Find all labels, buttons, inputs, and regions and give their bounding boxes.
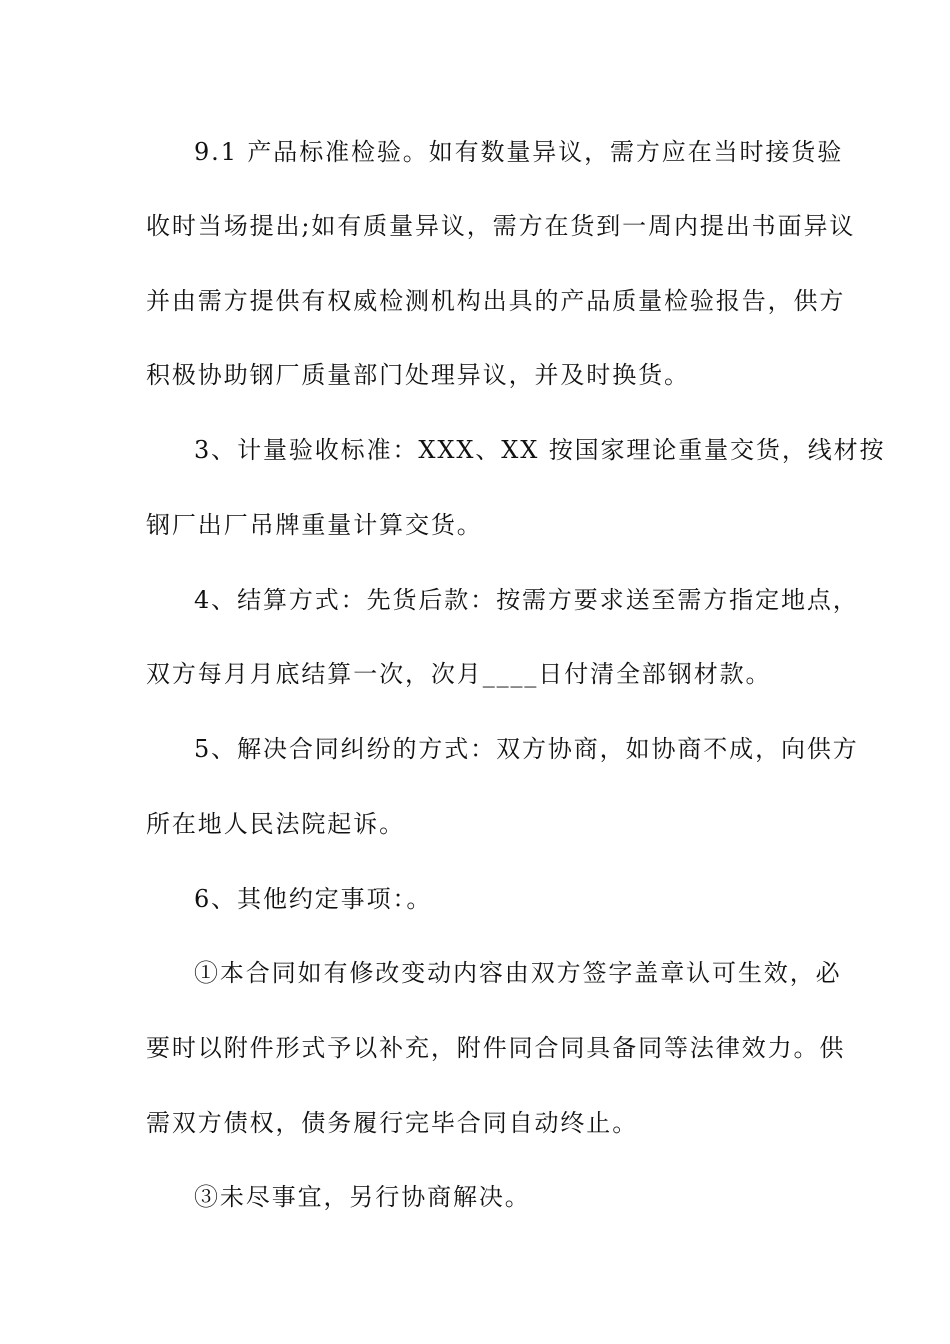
text-line: 4、结算方式：先货后款：按需方要求送至需方指定地点， bbox=[194, 586, 859, 614]
text-line: 6、其他约定事项：。 bbox=[194, 885, 433, 913]
text-line: 要时以附件形式予以补充，附件同合同具备同等法律效力。供 bbox=[146, 1034, 846, 1062]
text-line: ①本合同如有修改变动内容由双方签字盖章认可生效，必 bbox=[194, 959, 842, 987]
text-line: 5、解决合同纠纷的方式：双方协商，如协商不成，向供方 bbox=[194, 735, 859, 763]
text-line: 并由需方提供有权威检测机构出具的产品质量检验报告，供方 bbox=[146, 287, 846, 315]
text-line: 积极协助钢厂质量部门处理异议，并及时换货。 bbox=[146, 361, 690, 389]
text-line: 双方每月月底结算一次，次月____日付清全部钢材款。 bbox=[146, 660, 772, 688]
text-line: 3、计量验收标准：XXX、XX 按国家理论重量交货，线材按 bbox=[194, 436, 886, 464]
text-line: 所在地人民法院起诉。 bbox=[146, 810, 405, 838]
text-line: 收时当场提出;如有质量异议，需方在货到一周内提出书面异议 bbox=[146, 212, 856, 240]
text-line: 钢厂出厂吊牌重量计算交货。 bbox=[146, 511, 483, 539]
text-line: 9.1 产品标准检验。如有数量异议，需方应在当时接货验 bbox=[194, 138, 844, 166]
text-line: 需双方债权，债务履行完毕合同自动终止。 bbox=[146, 1109, 639, 1137]
text-line: ③未尽事宜，另行协商解决。 bbox=[194, 1183, 531, 1211]
